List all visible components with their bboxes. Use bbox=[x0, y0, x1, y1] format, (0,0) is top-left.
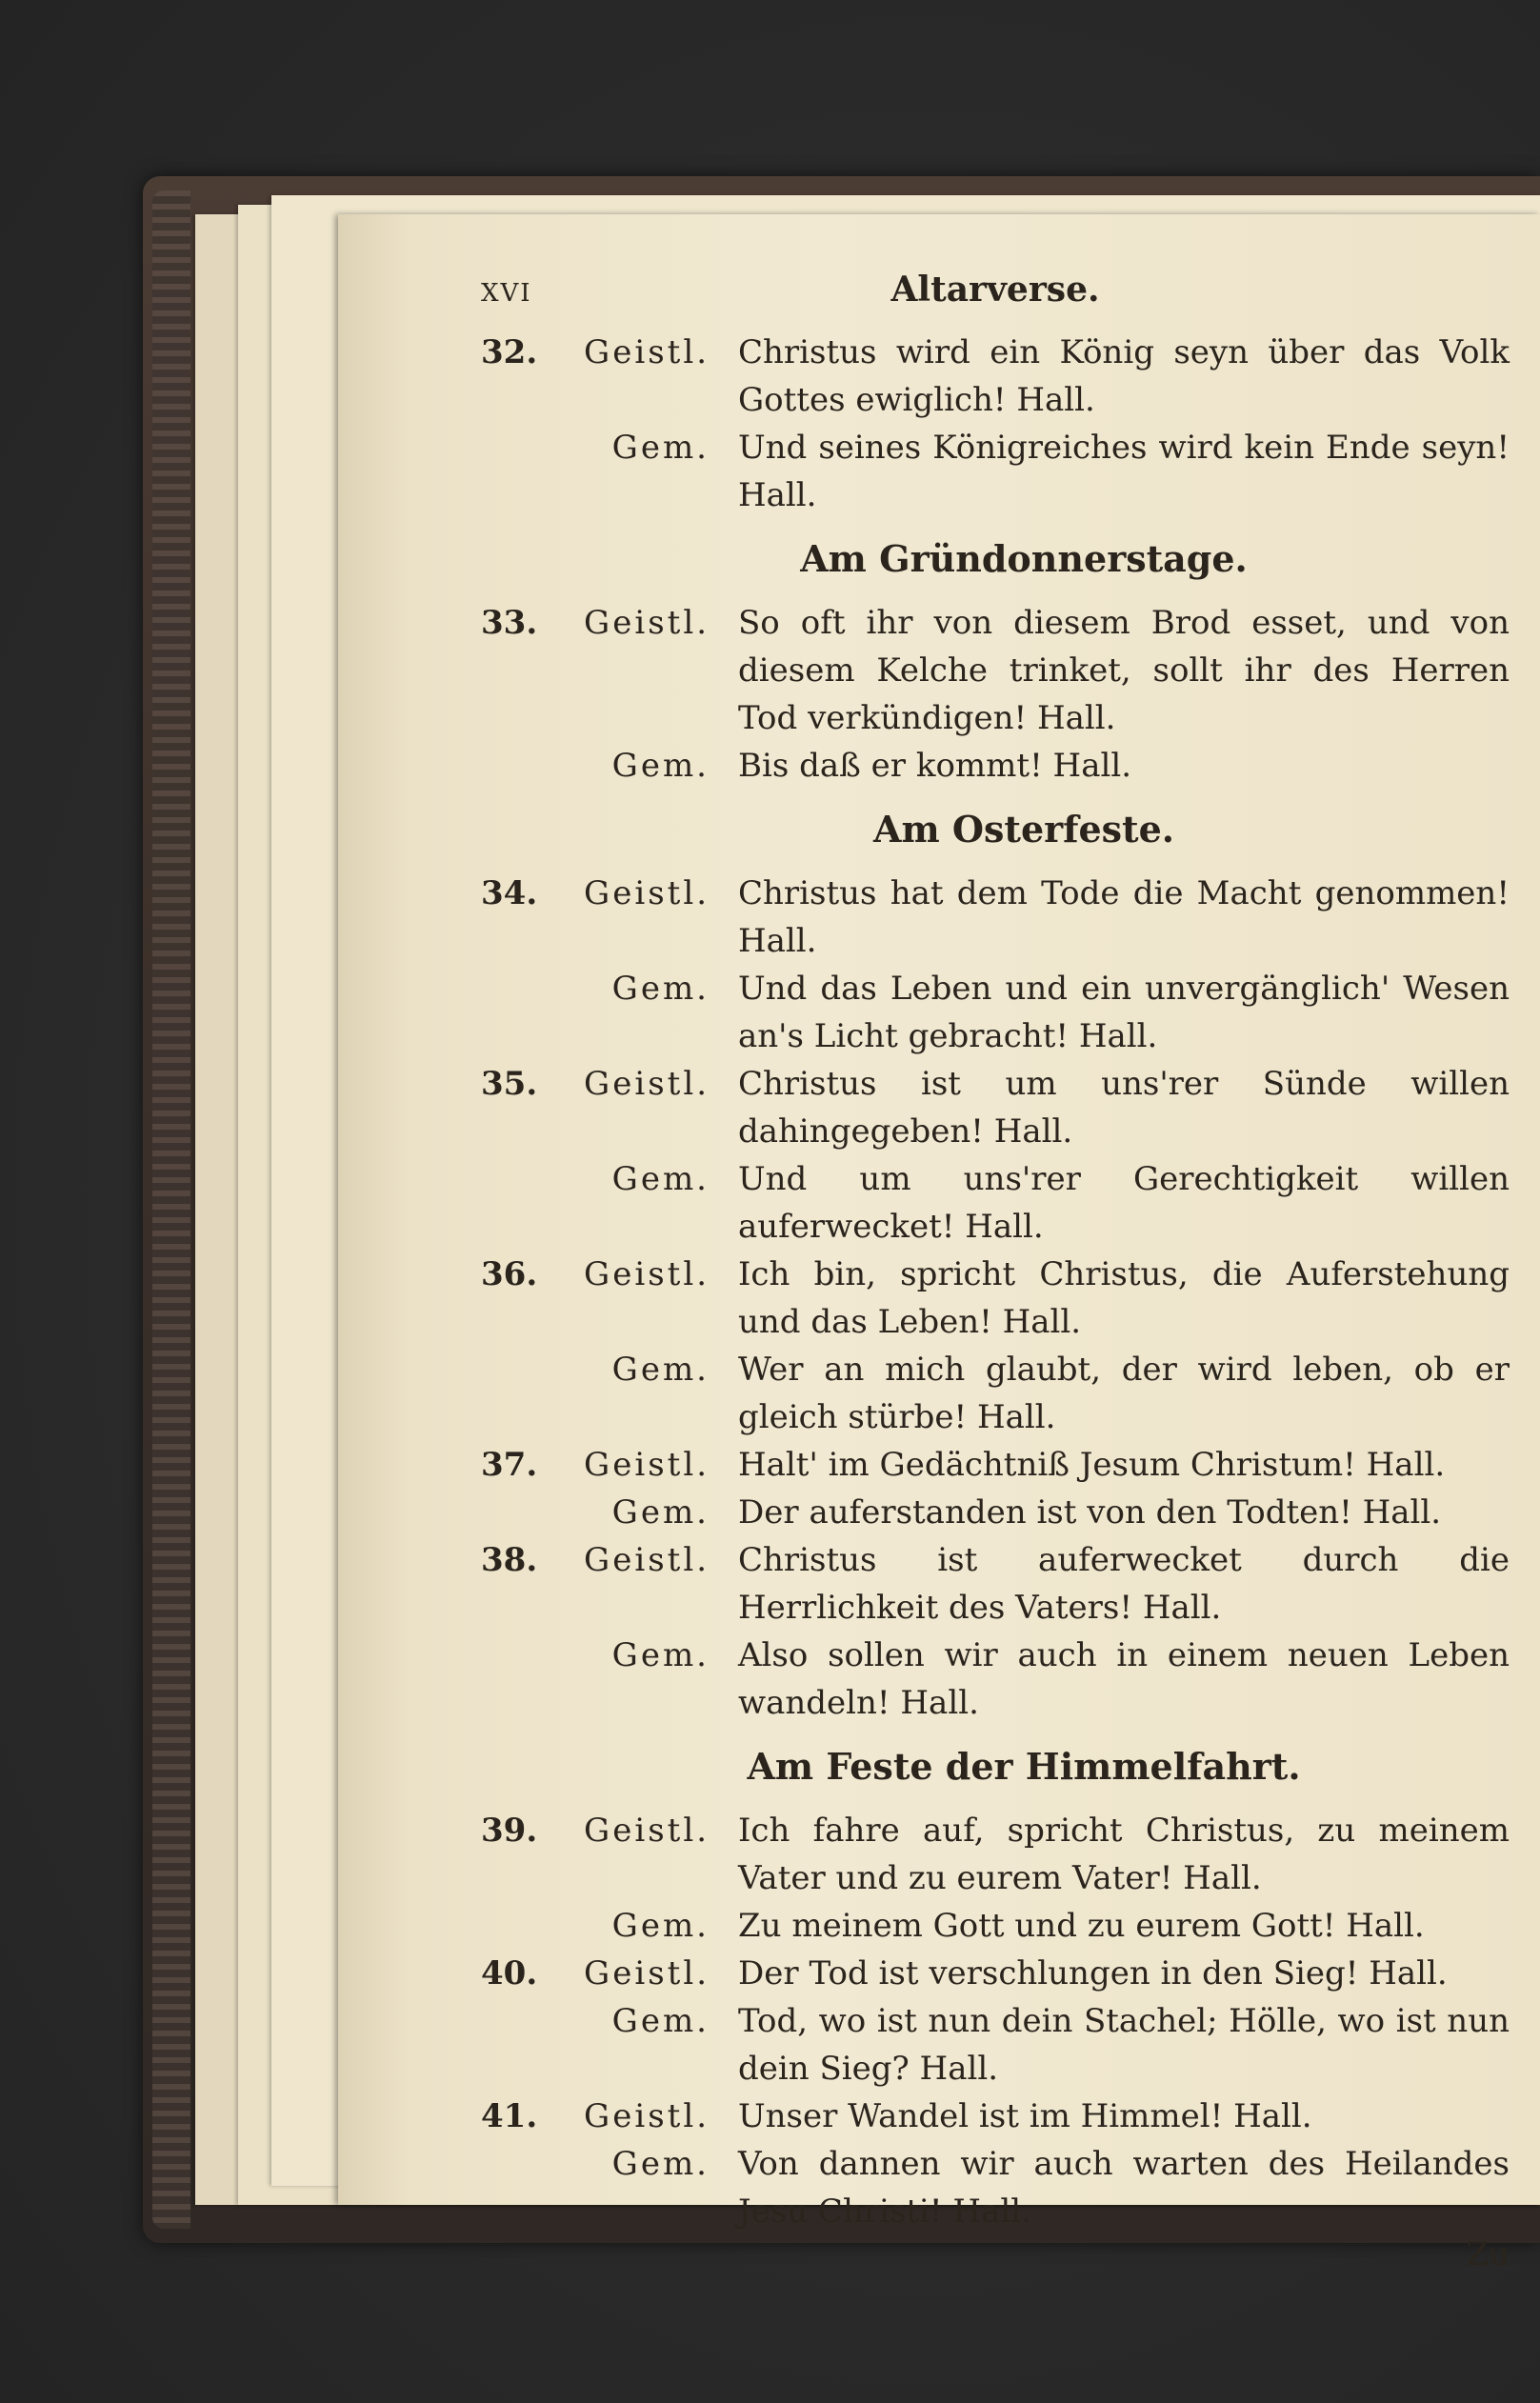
verse-entry bbox=[481, 1489, 1510, 1536]
speaker-role: Gem. bbox=[611, 1636, 710, 1674]
verse-number: 35. bbox=[481, 1065, 538, 1103]
verse-entry bbox=[481, 1950, 1510, 1997]
speaker-role: Gem. bbox=[611, 1493, 710, 1532]
speaker-role: Geistl. bbox=[584, 1255, 710, 1293]
verse-text: Unser Wandel ist im Himmel! Hall. bbox=[738, 2097, 1312, 2135]
verse-text: Und seines Königreiches wird kein Ende seyn! Hall. bbox=[738, 429, 1510, 514]
running-title: Altarverse. bbox=[890, 270, 1100, 310]
verse-entry bbox=[481, 1997, 1510, 2093]
speaker-role: Gem. bbox=[611, 1160, 710, 1198]
verse-entry bbox=[481, 1155, 1510, 1251]
verse-entry bbox=[481, 1441, 1510, 1489]
verse-text: Christus wird ein König seyn über das Volk Gottes ewiglich! Hall. bbox=[738, 333, 1510, 419]
verse-entry bbox=[481, 1807, 1510, 1902]
verse-text: Und das Leben und ein unvergänglich' Wesen an's Licht gebracht! Hall. bbox=[738, 970, 1510, 1055]
speaker-role: Gem. bbox=[611, 2145, 710, 2183]
verse-text: Christus ist um uns'rer Sünde willen dahingegeben! Hall. bbox=[738, 1065, 1510, 1151]
verse-number: 41. bbox=[481, 2097, 538, 2135]
verse-number: 38. bbox=[481, 1541, 538, 1579]
verse-text: Bis daß er kommt! Hall. bbox=[738, 747, 1132, 785]
verse-number: 36. bbox=[481, 1255, 538, 1293]
verse-number: 32. bbox=[481, 333, 538, 371]
verse-number: 34. bbox=[481, 874, 538, 912]
verse-text: Und um uns'rer Gerechtigkeit willen auferwecket! Hall. bbox=[738, 1160, 1510, 1246]
section-heading: Am Gründonnerstage. bbox=[800, 537, 1248, 580]
verse-text: Der auferstanden ist von den Todten! Hall. bbox=[738, 1493, 1442, 1532]
verse-text: Von dannen wir auch warten des Heilandes Jesu Christi! Hall. bbox=[738, 2145, 1510, 2231]
section-heading: Am Feste der Himmelfahrt. bbox=[747, 1745, 1301, 1788]
verse-text: Christus ist auferwecket durch die Herrlichkeit des Vaters! Hall. bbox=[738, 1541, 1510, 1627]
book-spine-edge bbox=[152, 190, 190, 2229]
speaker-role: Geistl. bbox=[584, 604, 710, 642]
verse-number: 40. bbox=[481, 1954, 538, 1992]
verse-entry bbox=[481, 599, 1510, 742]
verse-entry bbox=[481, 424, 1510, 519]
speaker-role: Geistl. bbox=[584, 1541, 710, 1579]
verse-entry bbox=[481, 1902, 1510, 1950]
verse-number: 37. bbox=[481, 1446, 538, 1484]
verse-text: Also sollen wir auch in einem neuen Leben wandeln! Hall. bbox=[738, 1636, 1510, 1722]
speaker-role: Gem. bbox=[611, 2002, 710, 2040]
verse-text: Halt' im Gedächtniß Jesum Christum! Hall. bbox=[738, 1446, 1446, 1484]
verse-text: So oft ihr von diesem Brod esset, und von diesem Kelche trinket, sollt ihr des Herren Tod verkündigen! Hall. bbox=[738, 604, 1510, 737]
speaker-role: Geistl. bbox=[584, 1065, 710, 1103]
verse-text: Ich bin, spricht Christus, die Auferstehung und das Leben! Hall. bbox=[738, 1255, 1510, 1341]
speaker-role: Geistl. bbox=[584, 1446, 710, 1484]
speaker-role: Gem. bbox=[611, 1351, 710, 1389]
verse-text: Christus hat dem Tode die Macht genommen! Hall. bbox=[738, 874, 1510, 960]
speaker-role: Gem. bbox=[611, 747, 710, 785]
verse-entry bbox=[481, 1536, 1510, 1632]
verse-text: Ich fahre auf, spricht Christus, zu meinem Vater und zu eurem Vater! Hall. bbox=[738, 1812, 1510, 1897]
verse-entry bbox=[481, 870, 1510, 965]
page-header bbox=[481, 262, 1510, 329]
verse-text: Wer an mich glaubt, der wird leben, ob er gleich stürbe! Hall. bbox=[738, 1351, 1510, 1436]
verse-entry bbox=[481, 2093, 1510, 2140]
speaker-role: Geistl. bbox=[584, 333, 710, 371]
catchword-row bbox=[481, 2235, 1510, 2283]
speaker-role: Gem. bbox=[611, 970, 710, 1008]
speaker-role: Gem. bbox=[611, 429, 710, 467]
speaker-role: Geistl. bbox=[584, 1954, 710, 1992]
page-content bbox=[481, 262, 1510, 2283]
verse-entry bbox=[481, 329, 1510, 424]
verse-entry bbox=[481, 742, 1510, 790]
verse-text: Der Tod ist verschlungen in den Sieg! Hall. bbox=[738, 1954, 1448, 1992]
speaker-role: Gem. bbox=[611, 1907, 710, 1945]
page-number: XVI bbox=[481, 279, 532, 308]
speaker-role: Geistl. bbox=[584, 2097, 710, 2135]
verse-entry bbox=[481, 2140, 1510, 2235]
verse-entry bbox=[481, 1060, 1510, 1155]
verse-text: Zu meinem Gott und zu eurem Gott! Hall. bbox=[738, 1907, 1425, 1945]
speaker-role: Geistl. bbox=[584, 1812, 710, 1850]
verse-list bbox=[481, 329, 1510, 2235]
verse-number: 33. bbox=[481, 604, 538, 642]
verse-entry bbox=[481, 1632, 1510, 1727]
speaker-role: Geistl. bbox=[584, 874, 710, 912]
verse-number: 39. bbox=[481, 1812, 538, 1850]
verse-entry bbox=[481, 1346, 1510, 1441]
verse-text: Tod, wo ist nun dein Stachel; Hölle, wo ist nun dein Sieg? Hall. bbox=[738, 2002, 1510, 2088]
catchword: Zu bbox=[1466, 2235, 1510, 2273]
section-heading: Am Osterfeste. bbox=[872, 808, 1175, 851]
verse-entry bbox=[481, 965, 1510, 1060]
verse-entry bbox=[481, 1251, 1510, 1346]
